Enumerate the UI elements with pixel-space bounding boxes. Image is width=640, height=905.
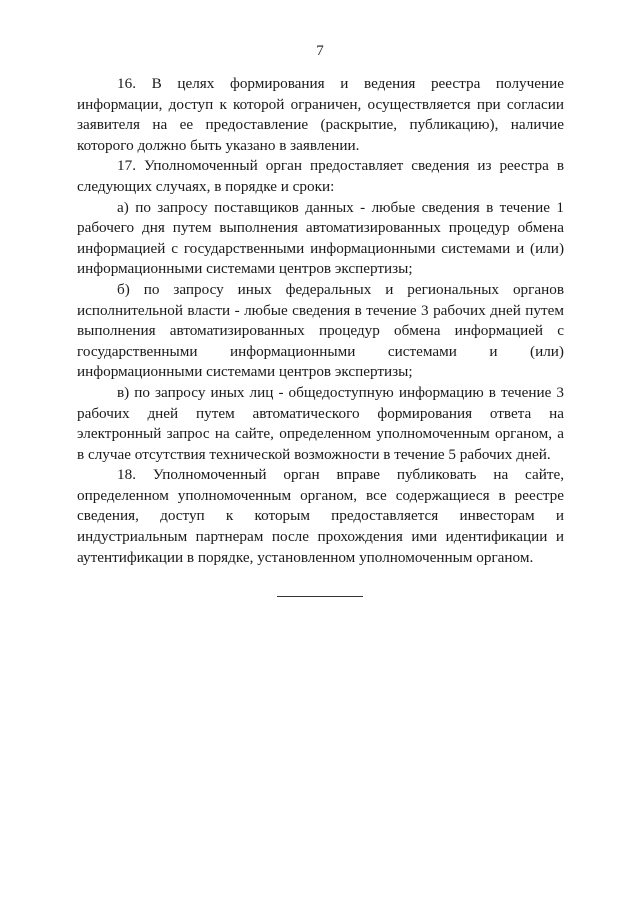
paragraph-17-a: а) по запросу поставщиков данных - любые сведения в течение 1 рабочего дня путем выполнения автоматизированных процедур обмена информацией с государственными информационными системами и (или) информационными системами центров экспертизы; bbox=[77, 198, 564, 278]
paragraph-17-b: б) по запросу иных федеральных и региональных органов исполнительной власти - любые сведения в течение 3 рабочих дней путем выполнения автоматизированных процедур обмена информацией с государственными информационными системами и (или) информационными системами центров экспертизы; bbox=[77, 280, 564, 381]
page-number: 7 bbox=[316, 43, 324, 59]
paragraph-18: 18. Уполномоченный орган вправе публиковать на сайте, определенном уполномоченным органом, все содержащиеся в реестре сведения, доступ к которым предоставляется инвесторам и индустриальным партнерам после прохождения ими идентификации и аутентификации в порядке, установленном уполномоченным органом. bbox=[77, 466, 564, 566]
end-separator-line bbox=[277, 596, 363, 597]
document-body bbox=[77, 74, 564, 568]
paragraph-16: 16. В целях формирования и ведения реестра получение информации, доступ к которой ограничен, осуществляется при согласии заявителя на ее предоставление (раскрытие, публикацию), наличие которого должно быть указано в заявлении. bbox=[77, 75, 564, 154]
paragraph-17-v: в) по запросу иных лиц - общедоступную информацию в течение 3 рабочих дней путем автоматического формирования ответа на электронный запрос на сайте, определенном уполномоченным органом, а в случае отсутствия технической возможности в течение 5 рабочих дней. bbox=[77, 383, 564, 463]
paragraph-17: 17. Уполномоченный орган предоставляет сведения из реестра в следующих случаях, в порядке и сроки: bbox=[77, 157, 564, 195]
